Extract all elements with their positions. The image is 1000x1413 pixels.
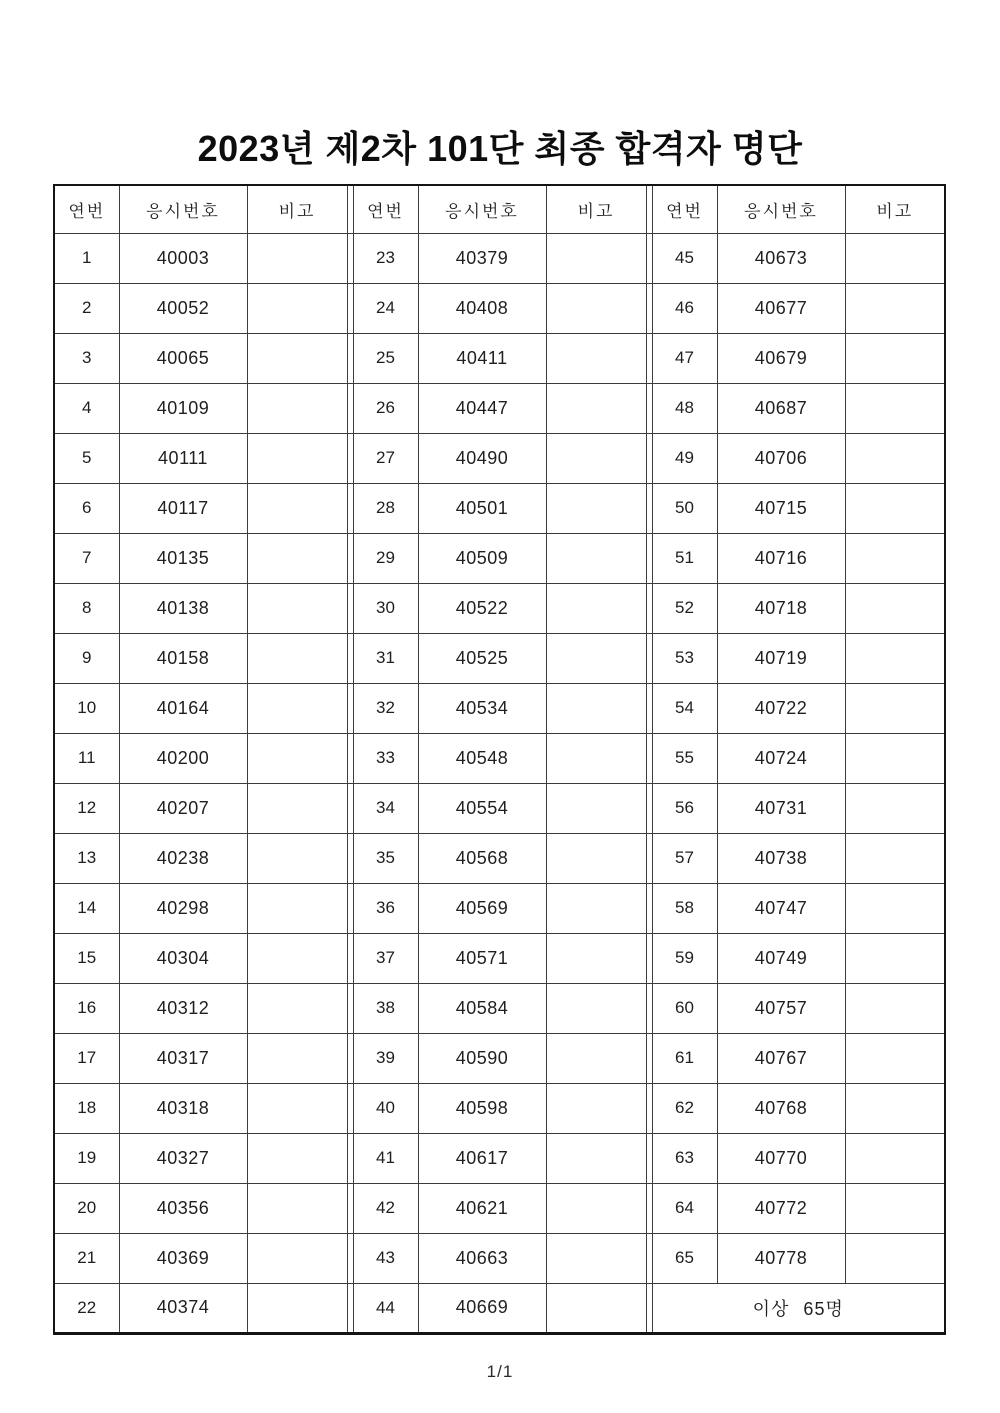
serial-cell: 20	[54, 1183, 119, 1233]
note-cell	[845, 333, 945, 383]
note-cell	[247, 583, 347, 633]
column-header-serial: 연번	[54, 185, 119, 233]
serial-cell: 19	[54, 1133, 119, 1183]
serial-cell: 61	[652, 1033, 717, 1083]
serial-cell: 9	[54, 633, 119, 683]
exam-number-cell: 40109	[119, 383, 247, 433]
serial-cell: 45	[652, 233, 717, 283]
note-cell	[247, 1033, 347, 1083]
passers-list-table	[53, 184, 946, 1335]
note-cell	[247, 1283, 347, 1333]
note-cell	[546, 1233, 646, 1283]
note-cell	[845, 233, 945, 283]
column-header-exam-number: 응시번호	[717, 185, 845, 233]
exam-number-cell: 40158	[119, 633, 247, 683]
table-row	[54, 733, 945, 783]
summary-cell: 이상 65명	[652, 1283, 945, 1333]
note-cell	[546, 333, 646, 383]
serial-cell: 16	[54, 983, 119, 1033]
table-row	[54, 1183, 945, 1233]
note-cell	[845, 1083, 945, 1133]
exam-number-cell: 40327	[119, 1133, 247, 1183]
exam-number-cell: 40411	[418, 333, 546, 383]
note-cell	[845, 683, 945, 733]
table-row	[54, 533, 945, 583]
exam-number-cell: 40138	[119, 583, 247, 633]
serial-cell: 8	[54, 583, 119, 633]
serial-cell: 59	[652, 933, 717, 983]
note-cell	[845, 383, 945, 433]
table-row	[54, 833, 945, 883]
note-cell	[546, 933, 646, 983]
note-cell	[247, 383, 347, 433]
exam-number-cell: 40568	[418, 833, 546, 883]
exam-number-cell: 40298	[119, 883, 247, 933]
note-cell	[247, 1133, 347, 1183]
table-row	[54, 1133, 945, 1183]
note-cell	[845, 283, 945, 333]
note-cell	[247, 533, 347, 583]
serial-cell: 41	[353, 1133, 418, 1183]
exam-number-cell: 40757	[717, 983, 845, 1033]
note-cell	[247, 683, 347, 733]
serial-cell: 2	[54, 283, 119, 333]
exam-number-cell: 40408	[418, 283, 546, 333]
serial-cell: 26	[353, 383, 418, 433]
exam-number-cell: 40719	[717, 633, 845, 683]
exam-number-cell: 40706	[717, 433, 845, 483]
note-cell	[546, 1033, 646, 1083]
serial-cell: 17	[54, 1033, 119, 1083]
note-cell	[247, 483, 347, 533]
table-header	[54, 185, 945, 233]
exam-number-cell: 40772	[717, 1183, 845, 1233]
note-cell	[546, 783, 646, 833]
table-row	[54, 283, 945, 333]
note-cell	[247, 283, 347, 333]
note-cell	[845, 533, 945, 583]
column-header-exam-number: 응시번호	[119, 185, 247, 233]
exam-number-cell: 40738	[717, 833, 845, 883]
exam-number-cell: 40747	[717, 883, 845, 933]
serial-cell: 58	[652, 883, 717, 933]
serial-cell: 53	[652, 633, 717, 683]
exam-number-cell: 40379	[418, 233, 546, 283]
column-header-note: 비고	[247, 185, 347, 233]
note-cell	[845, 1133, 945, 1183]
table-row	[54, 1033, 945, 1083]
serial-cell: 11	[54, 733, 119, 783]
exam-number-cell: 40669	[418, 1283, 546, 1333]
serial-cell: 40	[353, 1083, 418, 1133]
serial-cell: 5	[54, 433, 119, 483]
serial-cell: 38	[353, 983, 418, 1033]
note-cell	[546, 533, 646, 583]
exam-number-cell: 40117	[119, 483, 247, 533]
serial-cell: 46	[652, 283, 717, 333]
serial-cell: 10	[54, 683, 119, 733]
exam-number-cell: 40673	[717, 233, 845, 283]
exam-number-cell: 40164	[119, 683, 247, 733]
serial-cell: 23	[353, 233, 418, 283]
note-cell	[247, 1183, 347, 1233]
note-cell	[247, 833, 347, 883]
serial-cell: 49	[652, 433, 717, 483]
column-header-note: 비고	[546, 185, 646, 233]
serial-cell: 60	[652, 983, 717, 1033]
serial-cell: 33	[353, 733, 418, 783]
note-cell	[546, 233, 646, 283]
serial-cell: 3	[54, 333, 119, 383]
exam-number-cell: 40569	[418, 883, 546, 933]
column-header-serial: 연번	[353, 185, 418, 233]
exam-number-cell: 40317	[119, 1033, 247, 1083]
serial-cell: 52	[652, 583, 717, 633]
table-row	[54, 233, 945, 283]
serial-cell: 43	[353, 1233, 418, 1283]
exam-number-cell: 40003	[119, 233, 247, 283]
exam-number-cell: 40716	[717, 533, 845, 583]
serial-cell: 36	[353, 883, 418, 933]
table-row	[54, 583, 945, 633]
serial-cell: 55	[652, 733, 717, 783]
note-cell	[247, 1083, 347, 1133]
note-cell	[546, 583, 646, 633]
note-cell	[546, 683, 646, 733]
serial-cell: 37	[353, 933, 418, 983]
exam-number-cell: 40718	[717, 583, 845, 633]
note-cell	[546, 1133, 646, 1183]
note-cell	[845, 1233, 945, 1283]
serial-cell: 48	[652, 383, 717, 433]
serial-cell: 12	[54, 783, 119, 833]
table-row	[54, 383, 945, 433]
note-cell	[247, 333, 347, 383]
serial-cell: 27	[353, 433, 418, 483]
serial-cell: 31	[353, 633, 418, 683]
serial-cell: 56	[652, 783, 717, 833]
table-row	[54, 983, 945, 1033]
note-cell	[845, 1033, 945, 1083]
note-cell	[247, 233, 347, 283]
note-cell	[845, 583, 945, 633]
serial-cell: 15	[54, 933, 119, 983]
exam-number-cell: 40722	[717, 683, 845, 733]
serial-cell: 6	[54, 483, 119, 533]
exam-number-cell: 40304	[119, 933, 247, 983]
exam-number-cell: 40731	[717, 783, 845, 833]
exam-number-cell: 40767	[717, 1033, 845, 1083]
table-row	[54, 783, 945, 833]
exam-number-cell: 40490	[418, 433, 546, 483]
serial-cell: 28	[353, 483, 418, 533]
exam-number-cell: 40554	[418, 783, 546, 833]
exam-number-cell: 40548	[418, 733, 546, 783]
serial-cell: 65	[652, 1233, 717, 1283]
exam-number-cell: 40135	[119, 533, 247, 583]
serial-cell: 34	[353, 783, 418, 833]
table-row	[54, 1083, 945, 1133]
table-row	[54, 433, 945, 483]
exam-number-cell: 40447	[418, 383, 546, 433]
exam-number-cell: 40525	[418, 633, 546, 683]
note-cell	[845, 733, 945, 783]
table-row	[54, 633, 945, 683]
exam-number-cell: 40509	[418, 533, 546, 583]
exam-number-cell: 40621	[418, 1183, 546, 1233]
column-header-exam-number: 응시번호	[418, 185, 546, 233]
note-cell	[845, 1183, 945, 1233]
serial-cell: 4	[54, 383, 119, 433]
exam-number-cell: 40677	[717, 283, 845, 333]
note-cell	[845, 833, 945, 883]
exam-number-cell: 40200	[119, 733, 247, 783]
serial-cell: 63	[652, 1133, 717, 1183]
serial-cell: 13	[54, 833, 119, 883]
note-cell	[247, 433, 347, 483]
note-cell	[546, 1183, 646, 1233]
exam-number-cell: 40356	[119, 1183, 247, 1233]
serial-cell: 57	[652, 833, 717, 883]
note-cell	[546, 833, 646, 883]
exam-number-cell: 40768	[717, 1083, 845, 1133]
note-cell	[845, 933, 945, 983]
exam-number-cell: 40318	[119, 1083, 247, 1133]
note-cell	[247, 1233, 347, 1283]
exam-number-cell: 40778	[717, 1233, 845, 1283]
exam-number-cell: 40369	[119, 1233, 247, 1283]
note-cell	[845, 433, 945, 483]
table-row	[54, 333, 945, 383]
note-cell	[546, 633, 646, 683]
serial-cell: 30	[353, 583, 418, 633]
column-header-note: 비고	[845, 185, 945, 233]
serial-cell: 51	[652, 533, 717, 583]
serial-cell: 21	[54, 1233, 119, 1283]
exam-number-cell: 40522	[418, 583, 546, 633]
exam-number-cell: 40724	[717, 733, 845, 783]
note-cell	[247, 933, 347, 983]
serial-cell: 22	[54, 1283, 119, 1333]
exam-number-cell: 40617	[418, 1133, 546, 1183]
exam-number-cell: 40663	[418, 1233, 546, 1283]
exam-number-cell: 40590	[418, 1033, 546, 1083]
exam-number-cell: 40584	[418, 983, 546, 1033]
serial-cell: 25	[353, 333, 418, 383]
serial-cell: 18	[54, 1083, 119, 1133]
serial-cell: 62	[652, 1083, 717, 1133]
serial-cell: 32	[353, 683, 418, 733]
serial-cell: 39	[353, 1033, 418, 1083]
column-header-serial: 연번	[652, 185, 717, 233]
note-cell	[546, 733, 646, 783]
note-cell	[546, 283, 646, 333]
serial-cell: 44	[353, 1283, 418, 1333]
note-cell	[546, 1283, 646, 1333]
note-cell	[247, 733, 347, 783]
table-row	[54, 1233, 945, 1283]
exam-number-cell: 40687	[717, 383, 845, 433]
note-cell	[247, 883, 347, 933]
table-row	[54, 933, 945, 983]
header-row	[54, 185, 945, 233]
serial-cell: 50	[652, 483, 717, 533]
exam-number-cell: 40065	[119, 333, 247, 383]
exam-number-cell: 40598	[418, 1083, 546, 1133]
table-row	[54, 883, 945, 933]
serial-cell: 35	[353, 833, 418, 883]
exam-number-cell: 40715	[717, 483, 845, 533]
note-cell	[845, 883, 945, 933]
serial-cell: 64	[652, 1183, 717, 1233]
exam-number-cell: 40312	[119, 983, 247, 1033]
note-cell	[247, 783, 347, 833]
note-cell	[546, 883, 646, 933]
serial-cell: 24	[353, 283, 418, 333]
note-cell	[546, 983, 646, 1033]
exam-number-cell: 40111	[119, 433, 247, 483]
exam-number-cell: 40374	[119, 1283, 247, 1333]
page-number: 1/1	[486, 1362, 514, 1381]
serial-cell: 42	[353, 1183, 418, 1233]
note-cell	[247, 983, 347, 1033]
note-cell	[546, 383, 646, 433]
page-title: 2023년 제2차 101단 최종 합격자 명단	[197, 128, 803, 169]
exam-number-cell: 40052	[119, 283, 247, 333]
passers-table-container	[53, 184, 946, 1335]
exam-number-cell: 40679	[717, 333, 845, 383]
exam-number-cell: 40501	[418, 483, 546, 533]
serial-cell: 14	[54, 883, 119, 933]
serial-cell: 54	[652, 683, 717, 733]
exam-number-cell: 40534	[418, 683, 546, 733]
exam-number-cell: 40207	[119, 783, 247, 833]
note-cell	[845, 633, 945, 683]
exam-number-cell: 40571	[418, 933, 546, 983]
exam-number-cell: 40749	[717, 933, 845, 983]
table-row	[54, 683, 945, 733]
note-cell	[546, 433, 646, 483]
exam-number-cell: 40238	[119, 833, 247, 883]
note-cell	[845, 983, 945, 1033]
serial-cell: 1	[54, 233, 119, 283]
note-cell	[247, 633, 347, 683]
note-cell	[845, 483, 945, 533]
table-row	[54, 483, 945, 533]
serial-cell: 47	[652, 333, 717, 383]
serial-cell: 29	[353, 533, 418, 583]
note-cell	[546, 483, 646, 533]
serial-cell: 7	[54, 533, 119, 583]
note-cell	[546, 1083, 646, 1133]
table-body	[54, 233, 945, 1333]
note-cell	[845, 783, 945, 833]
table-row	[54, 1283, 945, 1333]
exam-number-cell: 40770	[717, 1133, 845, 1183]
